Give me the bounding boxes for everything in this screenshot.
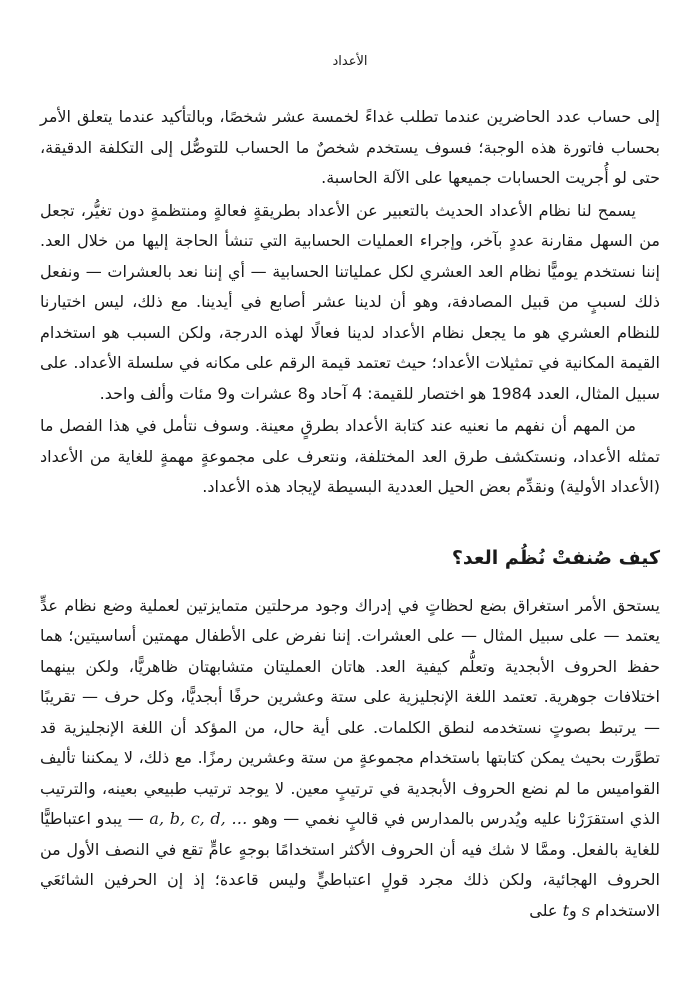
section-paragraph bbox=[40, 591, 660, 927]
running-head: الأعداد bbox=[332, 54, 368, 69]
letter-t-math: t bbox=[562, 900, 569, 920]
section-paragraph-tail: على bbox=[529, 900, 563, 920]
intro-paragraph-3: من المهم أن نفهم ما نعنيه عند كتابة الأعداد بطرقٍ معينة. وسوف نتأمل في هذا الفصل ما تمثله الأعداد، ونستكشف طرق العد المختلفة، ونتعرف على مجموعةٍ مهمةٍ للغاية من الأعداد (الأعداد الأولية) ونقدِّم بعض الحيل العددية البسيطة لإيجاد هذه الأعداد. bbox=[40, 416, 660, 496]
intro-paragraph-2: يسمح لنا نظام الأعداد الحديث بالتعبير عن الأعداد بطريقةٍ فعالةٍ ومنتظمةٍ دون تغيُّر، تجعل من السهل مقارنة عددٍ بآخر، وإجراء العمليات الحسابية التي تنشأ الحاجة إليها من خلال العد. إننا نستخدم يوميًّا نظام العد العشري لكل عملياتنا الحسابية — أي إننا نعد بالعشرات — ونفعل ذلك لسببٍ من قبيل المصادفة، وهو أن لدينا عشر أصابع في أيدينا. مع ذلك، ليس اختيارنا للنظام العشري هو ما يجعل نظام الأعداد لدينا فعالًا لهذه الدرجة، ولكن السبب هو استخدام القيمة المكانية في تمثيلات الأعداد؛ حيث تعتمد قيمة الرقم على مكانه في سلسلة الأعداد. على سبيل المثال، العدد 1984 هو اختصار للقيمة: 4 آحاد و8 عشرات و9 مئات وألف واحد. bbox=[40, 200, 660, 403]
section-paragraph-text-1: يستحق الأمر استغراق بضع لحظاتٍ في إدراك وجود مرحلتين متمايزتين لعملية وضع نظام عدٍّ يعتمد — على سبيل المثال — على العشرات. إننا نفرض على الأطفال مهمتين أساسيتين؛ هما حفظ الحروف الأبجدية وتعلُّم كيفية العد. هاتان العمليتان متشابهتان ظاهريًّا، ولكن بينهما اختلافات جوهرية. تعتمد اللغة الإنجليزية على ستة وعشرين حرفًا أبجديًّا، وكل حرف — تقريبًا — يرتبط بصوتٍ نستخدمه لنطق الكلمات. على أية حال، من المؤكد أن اللغة الإنجليزية قد تطوَّرت بحيث يمكن كتابتها باستخدام مجموعةٍ من ستة وعشرين رمزًا. مع ذلك، لا يمكننا تأليف القواميس ما لم نضع الحروف الأبجدية في ترتيبٍ معين. لا يوجد ترتيب طبيعي بعينه، والترتيب الذي استقرَرْنا عليه ويُدرس بالمدارس في قالبٍ نغمي — وهو bbox=[40, 595, 661, 828]
section-heading: كيف صُنفتْ نُظُم العد؟ bbox=[451, 546, 660, 569]
intro-paragraph-1: إلى حساب عدد الحاضرين عندما تطلب غداءً لخمسة عشر شخصًا، وبالتأكيد عندما يتعلق الأمر بحساب فاتورة هذه الوجبة؛ فسوف يستخدم شخصٌ ما الحساب للتوصُّل إلى التكلفة الدقيقة، حتى لو أُجريت الحسابات جميعها على الآلة الحاسبة. bbox=[40, 107, 660, 187]
letter-s-math: s bbox=[581, 900, 591, 920]
alphabet-sequence-math: a, b, c, d, … bbox=[149, 809, 248, 828]
section-paragraph-text-2: — يبدو اعتباطيًّا للغاية بالفعل. وممَّا لا شك فيه أن الحروف الأكثر استخدامًا بوجهٍ عامٍّ تقع في النصف الأول من الحروف الهجائية، ولكن ذلك مجرد قولٍ اعتباطيٍّ وليس قاعدة؛ إذ إن الحرفين الشائعَي الاستخدام bbox=[40, 809, 660, 920]
section-paragraph-connector: و bbox=[569, 900, 582, 920]
